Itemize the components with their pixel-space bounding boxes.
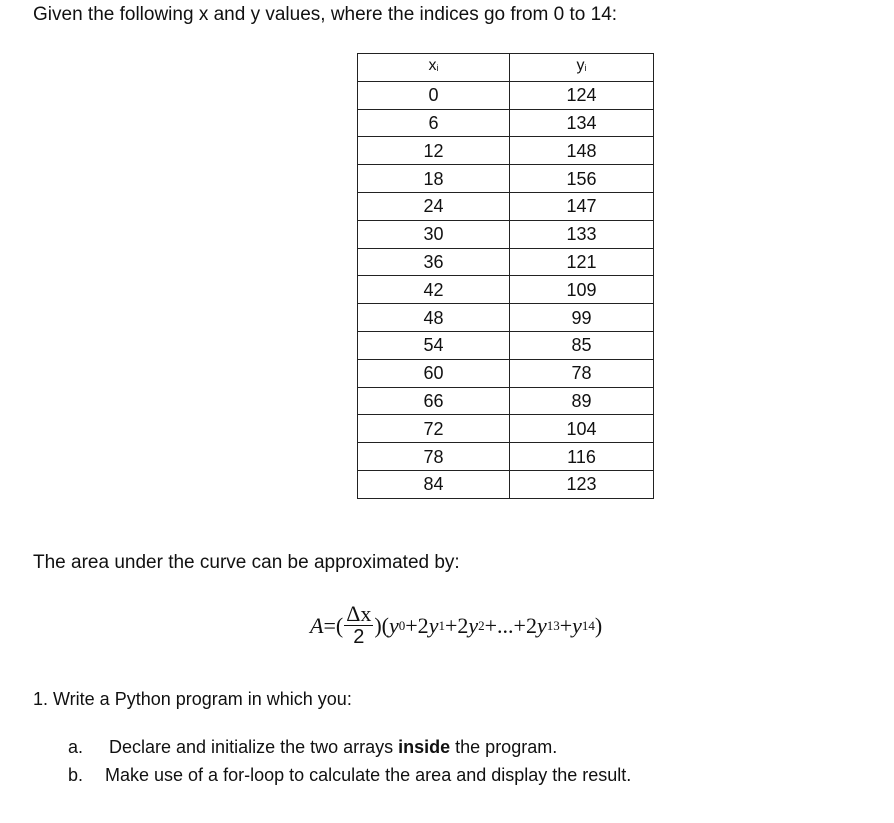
term-y13: y (536, 612, 547, 638)
y-value-cell: 124 (510, 81, 654, 109)
x-value-cell: 24 (358, 192, 510, 220)
intro-text: Given the following x and y values, where the indices go from 0 to 14: (33, 4, 618, 25)
task-heading: 1. Write a Python program in which you: (33, 689, 352, 709)
term-plus-2b: +2 (444, 612, 469, 638)
formula-lhs: A (310, 612, 324, 638)
list-item-text: Make use of a for-loop to calculate the area and display the result. (105, 765, 632, 785)
y-value-cell: 85 (510, 331, 654, 359)
table-row (358, 165, 654, 193)
list-item-text: Declare and initialize the two arrays inside the program. (109, 737, 558, 757)
y-column-header: $y_i$ (510, 54, 654, 82)
x-value-cell: 78 (358, 443, 510, 471)
table-row (358, 81, 654, 109)
term-plus-2: +2 (405, 612, 429, 638)
x-value-cell: 66 (358, 387, 510, 415)
table-row (358, 276, 654, 304)
list-marker: b. (68, 765, 84, 785)
table-row (358, 359, 654, 387)
x-value-cell: 18 (358, 165, 510, 193)
y-value-cell: 134 (510, 109, 654, 137)
table-row (358, 304, 654, 332)
x-value-cell: 60 (358, 359, 510, 387)
term-y0: y (389, 612, 399, 638)
x-value-cell: 54 (358, 331, 510, 359)
table-row (358, 109, 654, 137)
y-value-cell: 89 (510, 387, 654, 415)
y-value-cell: 116 (510, 443, 654, 471)
fraction-numerator: Δx (346, 601, 372, 626)
table-row (358, 192, 654, 220)
area-description: The area under the curve can be approximated by: (33, 552, 460, 573)
x-value-cell: 0 (358, 81, 510, 109)
x-value-cell: 6 (358, 109, 510, 137)
fraction-denominator: 2 (353, 626, 365, 648)
y-value-cell: 133 (510, 220, 654, 248)
table-body (358, 81, 654, 498)
y-value-cell: 121 (510, 248, 654, 276)
y-value-cell: 156 (510, 165, 654, 193)
table-row (358, 248, 654, 276)
xy-data-table (357, 53, 654, 499)
x-value-cell: 30 (358, 220, 510, 248)
table-row (358, 443, 654, 471)
table-row (358, 220, 654, 248)
y-value-cell: 104 (510, 415, 654, 443)
table-row (358, 415, 654, 443)
formula-close: ) (594, 612, 603, 638)
list-marker: a. (68, 737, 84, 757)
y-value-cell: 148 (510, 137, 654, 165)
formula-paren: )( (374, 612, 389, 638)
x-value-cell: 48 (358, 304, 510, 332)
table-row (358, 137, 654, 165)
term-ellipsis: +...+2 (484, 612, 537, 638)
table-header-row (358, 54, 654, 82)
y-value-cell: 109 (510, 276, 654, 304)
term-plus: + (559, 612, 573, 638)
y-value-cell: 78 (510, 359, 654, 387)
table-row (358, 331, 654, 359)
y-value-cell: 99 (510, 304, 654, 332)
term-y2: y (468, 612, 479, 638)
trapezoid-formula: A =( $\frac{\Delta x}{2}$ )( y 0 +2 y 1 +2 y 2 +...+2 y 13 + y 14 ) (310, 601, 603, 648)
x-value-cell: 12 (358, 137, 510, 165)
y-value-cell: 147 (510, 192, 654, 220)
x-value-cell: 42 (358, 276, 510, 304)
y-value-cell: 123 (510, 470, 654, 498)
formula-equals: =( (323, 612, 344, 638)
x-value-cell: 72 (358, 415, 510, 443)
x-column-header: $x_i$ (358, 54, 510, 82)
formula-fraction (344, 603, 373, 648)
term-y14: y (572, 612, 582, 638)
x-value-cell: 36 (358, 248, 510, 276)
term-y1: y (428, 612, 439, 638)
x-value-cell: 84 (358, 470, 510, 498)
table-row (358, 387, 654, 415)
table-row (358, 470, 654, 498)
